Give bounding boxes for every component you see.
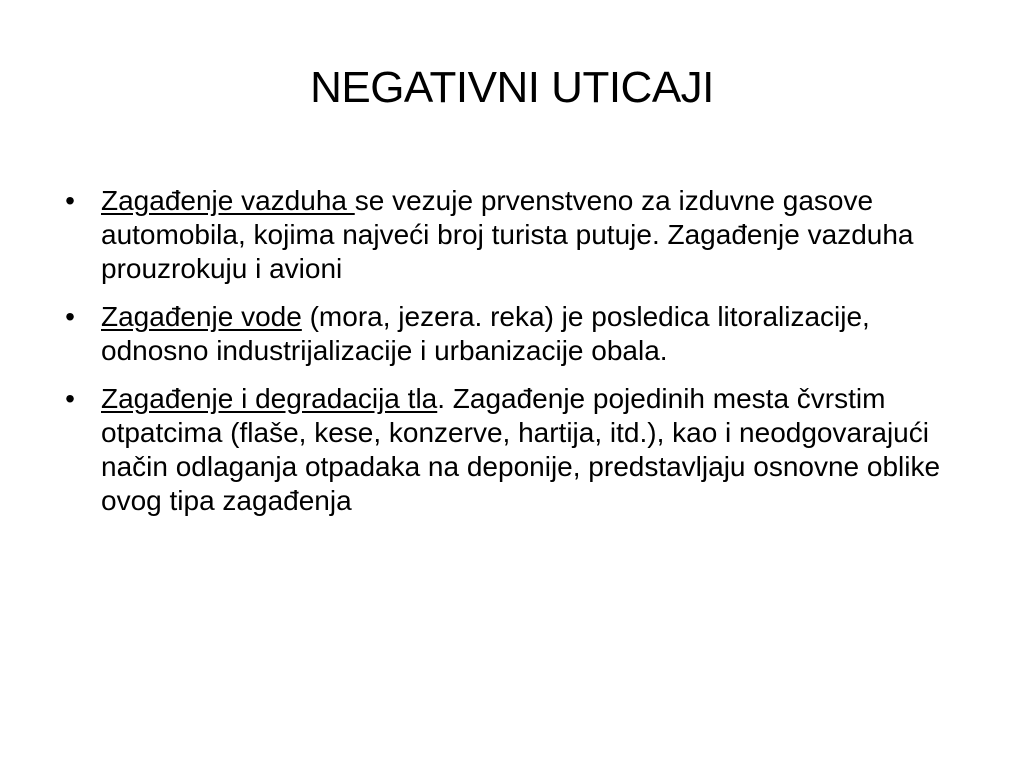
slide-title: NEGATIVNI UTICAJI (310, 63, 714, 112)
bullet-icon: • (65, 383, 75, 414)
bullet-icon: • (65, 301, 75, 332)
bullet-heading-water-pollution: Zagađenje vode (101, 301, 302, 332)
bullet-list (60, 184, 960, 532)
bullet-text-air-pollution: se vezuje prvenstveno za izduvne gasove automobila, kojima najveći broj turista putuje. Zagađenje vazduha prouzrokuju i avioni (101, 185, 914, 284)
bullet-text-water-pollution: (mora, jezera. reka) je posledica litoralizacije, odnosno industrijalizacije i urbanizacije obala. (101, 301, 870, 366)
bullet-item-soil-pollution (60, 382, 960, 518)
bullet-text-soil-pollution: . Zagađenje pojedinih mesta čvrstim otpatcima (flaše, kese, konzerve, hartija, itd.), kao i neodgovarajući način odlaganja otpadaka na deponije, predstavljaju osnovne oblike ovog tipa zagađenja (101, 383, 941, 516)
bullet-heading-air-pollution: Zagađenje vazduha (101, 185, 355, 216)
bullet-item-water-pollution (60, 300, 960, 368)
bullet-heading-soil-pollution: Zagađenje i degradacija tla (101, 383, 438, 414)
bullet-icon: • (65, 185, 75, 216)
bullet-item-air-pollution (60, 184, 960, 286)
